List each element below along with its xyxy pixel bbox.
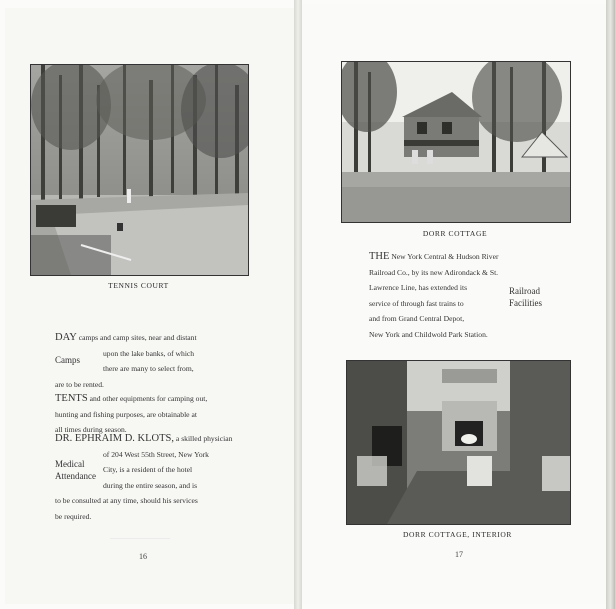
- camps-paragraph: [55, 330, 235, 392]
- medical-line-2: of 204 West 55th Street, New York: [103, 449, 209, 459]
- camps-line-4: are to be rented.: [55, 379, 104, 389]
- book-gutter: [294, 0, 302, 609]
- medical-lead: DR. EPHRAIM D. KLOTS,: [55, 433, 175, 444]
- dorr-cottage-interior-photo: [346, 360, 571, 525]
- tents-line-1: and other equipments for camping out,: [89, 394, 208, 403]
- railroad-side-heading-line-1: Railroad: [509, 286, 540, 296]
- medical-side-heading-line-1: Medical: [55, 459, 85, 469]
- railroad-line-1: New York Central & Hudson River: [391, 252, 499, 261]
- tents-lead: TENTS: [55, 393, 88, 404]
- railroad-line-3: Lawrence Line, has extended its: [369, 283, 468, 292]
- railroad-line-5: and from Grand Central Depot,: [369, 314, 465, 323]
- medical-line-6: be required.: [55, 511, 92, 521]
- medical-line-3: City, is a resident of the hotel: [103, 465, 193, 474]
- tents-line-3: all times during season.: [55, 425, 127, 434]
- railroad-side-heading-line-2: Facilities: [509, 298, 542, 308]
- tents-line-2: hunting and fishing purposes, are obtainable at: [55, 409, 197, 419]
- camps-lead: DAY: [55, 332, 77, 343]
- left-page-number: 16: [139, 552, 147, 561]
- railroad-line-6: New York and Childwold Park Station.: [369, 329, 488, 339]
- camps-side-heading: Camps: [55, 355, 81, 365]
- right-page-number: 17: [455, 550, 463, 559]
- medical-line-5: to be consulted at any time, should his services: [55, 496, 198, 505]
- railroad-lead: THE: [369, 251, 390, 262]
- tennis-court-photo: [30, 64, 249, 276]
- medical-side-heading: [55, 458, 96, 482]
- camps-line-2: upon the lake banks, of which: [103, 348, 195, 358]
- medical-line-4: during the entire season, and is: [103, 480, 198, 490]
- medical-line-1: a skilled physician: [175, 434, 233, 443]
- dorr-cottage-caption: DORR COTTAGE: [422, 229, 488, 238]
- camps-line-1: camps and camp sites, near and distant: [78, 333, 197, 342]
- medical-side-heading-line-2: Attendance: [55, 471, 96, 481]
- railroad-line-4: service of through fast trains to: [369, 298, 464, 308]
- left-page-rule: [110, 538, 170, 539]
- tennis-court-caption: TENNIS COURT: [108, 281, 169, 290]
- camps-line-3: there are many to select from,: [103, 364, 194, 373]
- dorr-cottage-photo: [341, 61, 571, 223]
- railroad-side-heading: [509, 285, 542, 309]
- railroad-line-2: Railroad Co., by its new Adirondack & St.: [369, 267, 499, 277]
- page-edge: [606, 0, 615, 609]
- dorr-cottage-interior-caption: DORR COTTAGE, INTERIOR: [402, 530, 513, 539]
